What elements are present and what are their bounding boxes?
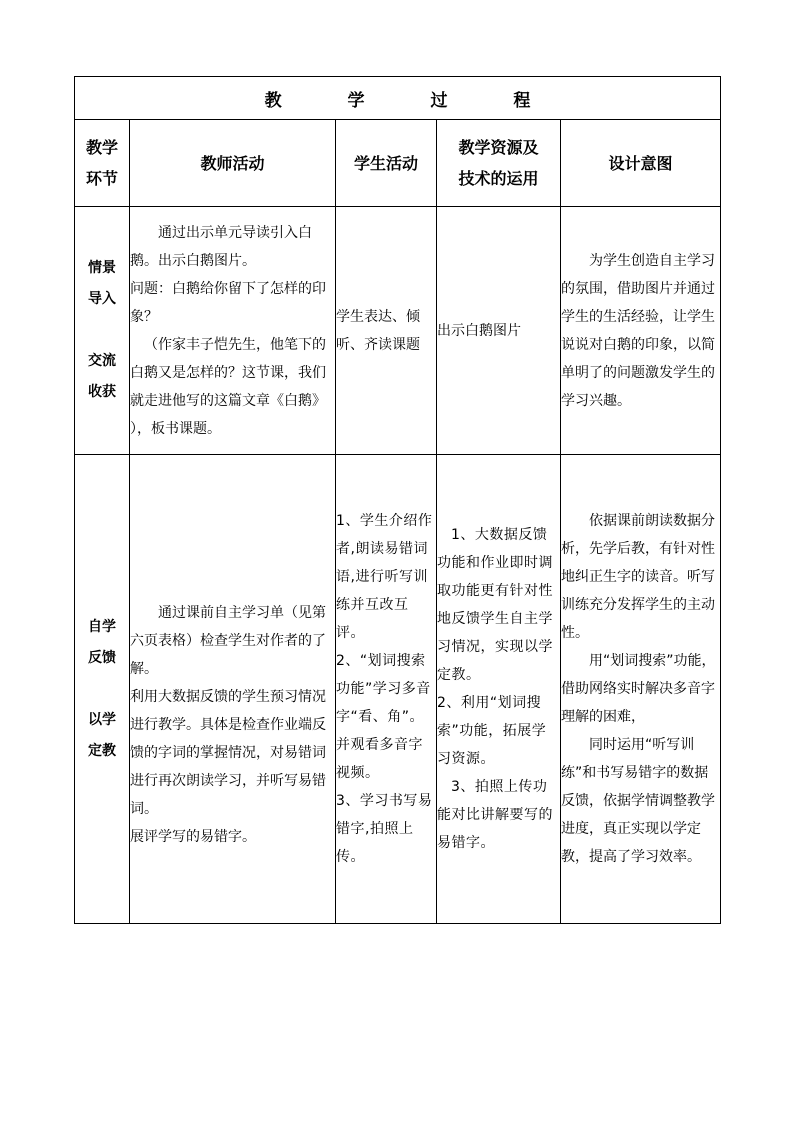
student-activity-cell: 1、学生介绍作者,朗读易错词语,进行听写训练并互改互评。 2、“划词搜索功能”学习多音字“看、角”。并观看多音字视频。 3、学习书写易错字,拍照上传。 [336, 455, 437, 924]
design-intent-cell: 依据课前朗读数据分析，先学后教，有针对性地纠正生字的读音。听写训练充分发挥学生的主动性。 用“划词搜索”功能，借助网络实时解决多音字理解的困难， 同时运用“听写训练”和书写易错字的数据反馈，依据学情调整教学进度，真正实现以学定教，提高了学习效率。 [561, 455, 721, 924]
student-activity-cell: 学生表达、倾听、齐读课题 [336, 207, 437, 455]
stage-cell: 自学 反馈 以学 定教 [75, 455, 130, 924]
teaching-process-table [74, 76, 721, 924]
table-row [75, 207, 721, 455]
header-design-intent: 设计意图 [561, 120, 721, 207]
header-student-activity: 学生活动 [336, 120, 437, 207]
design-intent-cell: 为学生创造自主学习的氛围，借助图片并通过学生的生活经验，让学生说说对白鹅的印象，以简单明了的问题激发学生的学习兴趣。 [561, 207, 721, 455]
teacher-activity-cell: 通过课前自主学习单（见第六页表格）检查学生对作者的了解。 利用大数据反馈的学生预习情况进行教学。具体是检查作业端反馈的字词的掌握情况，对易错词进行再次朗读学习，并听写易错词。 展评学写的易错字。 [130, 455, 336, 924]
header-teacher-activity: 教师活动 [130, 120, 336, 207]
table-row [75, 455, 721, 924]
table-title: 教 学 过 程 [75, 77, 721, 120]
header-stage: 教学 环节 [75, 120, 130, 207]
resource-cell: 出示白鹅图片 [437, 207, 561, 455]
stage-cell: 情景 导入 交流 收获 [75, 207, 130, 455]
teacher-activity-cell: 通过出示单元导读引入白鹅。出示白鹅图片。 问题：白鹅给你留下了怎样的印象？ （作家丰子恺先生，他笔下的白鹅又是怎样的？这节课，我们就走进他写的这篇文章《白鹅》 ），板书课题。 [130, 207, 336, 455]
header-resources: 教学资源及 技术的运用 [437, 120, 561, 207]
resource-cell: 1、大数据反馈功能和作业即时调取功能更有针对性地反馈学生自主学习情况，实现以学定教。 2、利用“划词搜索”功能，拓展学习资源。 3、拍照上传功能对比讲解要写的易错字。 [437, 455, 561, 924]
